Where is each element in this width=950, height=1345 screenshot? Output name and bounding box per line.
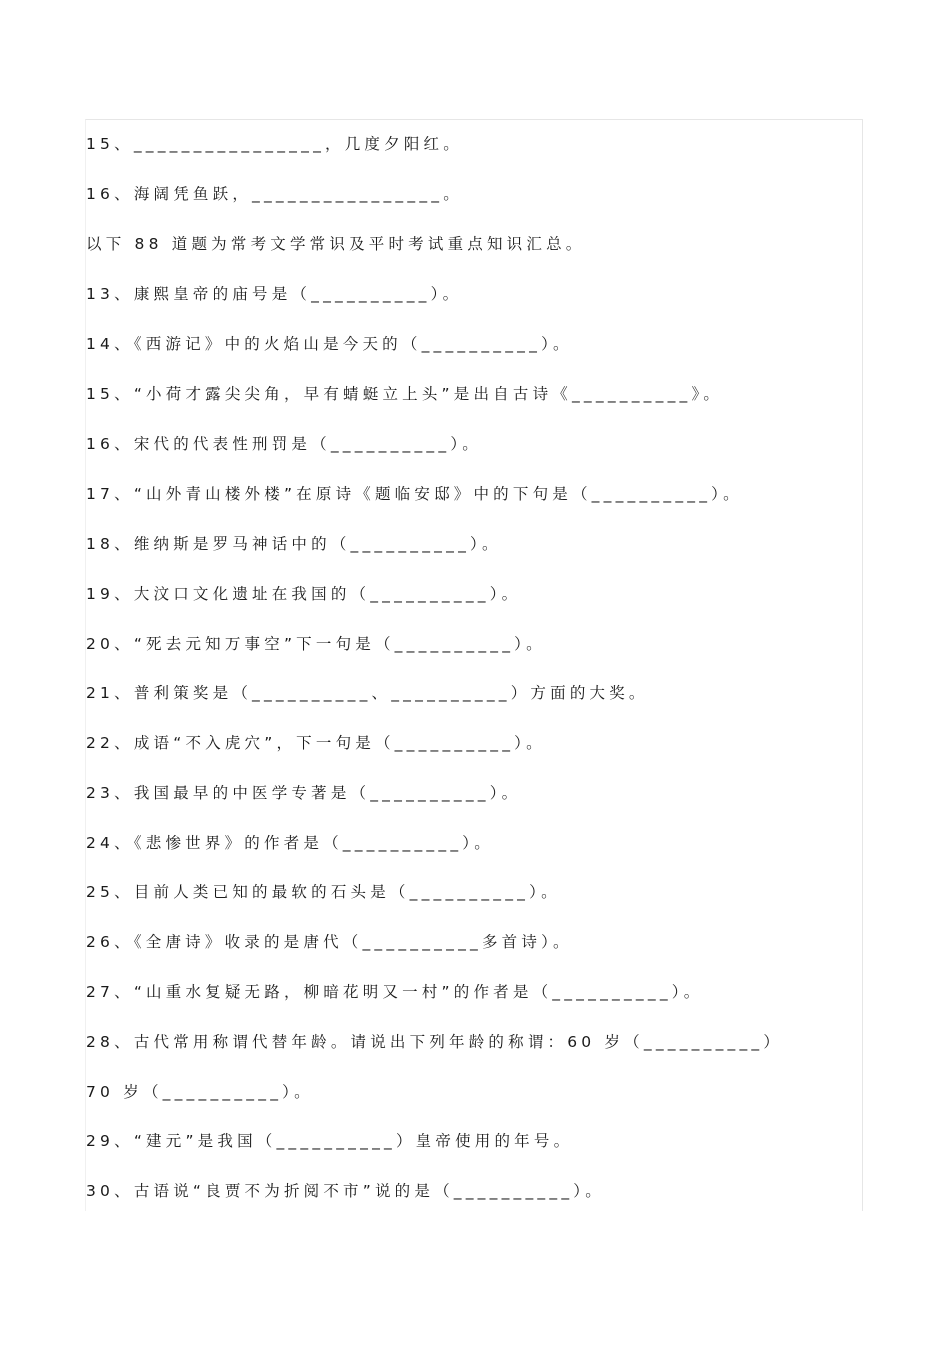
line-text: 以下 88 道题为常考文学常识及平时考试重点知识汇总。 <box>86 235 586 253</box>
line-text: 21、普利策奖是（__________、__________）方面的大奖。 <box>86 684 649 702</box>
line-text: 24、《悲惨世界》的作者是（__________）。 <box>86 834 494 852</box>
line-16 <box>86 880 561 904</box>
line-text: 27、“山重水复疑无路，柳暗花明又一村”的作者是（__________）。 <box>86 983 704 1001</box>
line-10 <box>86 582 521 606</box>
line-text: 14、《西游记》中的火焰山是今天的（__________）。 <box>86 335 573 353</box>
line-17 <box>86 930 573 954</box>
line-1 <box>86 132 463 156</box>
line-5 <box>86 332 573 356</box>
line-text: 70 岁（__________）。 <box>86 1083 314 1101</box>
line-8 <box>86 482 743 506</box>
line-text: 18、维纳斯是罗马神话中的（__________）。 <box>86 535 502 553</box>
line-14 <box>86 781 521 805</box>
line-9 <box>86 532 502 556</box>
line-text: 16、海阔凭鱼跃，________________。 <box>86 185 463 203</box>
line-11 <box>86 632 546 656</box>
line-text: 15、“小荷才露尖尖角，早有蜻蜓立上头”是出自古诗《__________》。 <box>86 385 724 403</box>
line-text: 16、宋代的代表性刑罚是（__________）。 <box>86 435 482 453</box>
line-text: 25、目前人类已知的最软的石头是（__________）。 <box>86 883 561 901</box>
line-text: 17、“山外青山楼外楼”在原诗《题临安邸》中的下句是（__________）。 <box>86 485 743 503</box>
line-text: 30、古语说“良贾不为折阅不市”说的是（__________）。 <box>86 1182 605 1200</box>
line-text: 28、古代常用称谓代替年龄。请说出下列年龄的称谓：60 岁（__________） <box>86 1033 784 1051</box>
line-text: 23、我国最早的中医学专著是（__________）。 <box>86 784 522 802</box>
line-text: 26、《全唐诗》收录的是唐代（__________多首诗）。 <box>86 933 573 951</box>
line-4 <box>86 282 462 306</box>
line-22 <box>86 1179 605 1203</box>
line-18 <box>86 980 703 1004</box>
line-19 <box>86 1030 783 1054</box>
line-text: 29、“建元”是我国（__________）皇帝使用的年号。 <box>86 1132 574 1150</box>
line-text: 15、________________，几度夕阳红。 <box>86 135 463 153</box>
line-text: 19、大汶口文化遗址在我国的（__________）。 <box>86 585 522 603</box>
line-7 <box>86 432 482 456</box>
line-15 <box>86 831 494 855</box>
line-text: 13、康熙皇帝的庙号是（__________）。 <box>86 285 463 303</box>
line-3 <box>86 232 585 256</box>
line-12 <box>86 681 649 705</box>
line-20 <box>86 1080 314 1104</box>
line-text: 20、“死去元知万事空”下一句是（__________）。 <box>86 635 546 653</box>
line-text: 22、成语“不入虎穴”，下一句是（__________）。 <box>86 734 546 752</box>
line-6 <box>86 382 723 406</box>
line-21 <box>86 1129 573 1153</box>
line-13 <box>86 731 546 755</box>
line-2 <box>86 182 463 206</box>
